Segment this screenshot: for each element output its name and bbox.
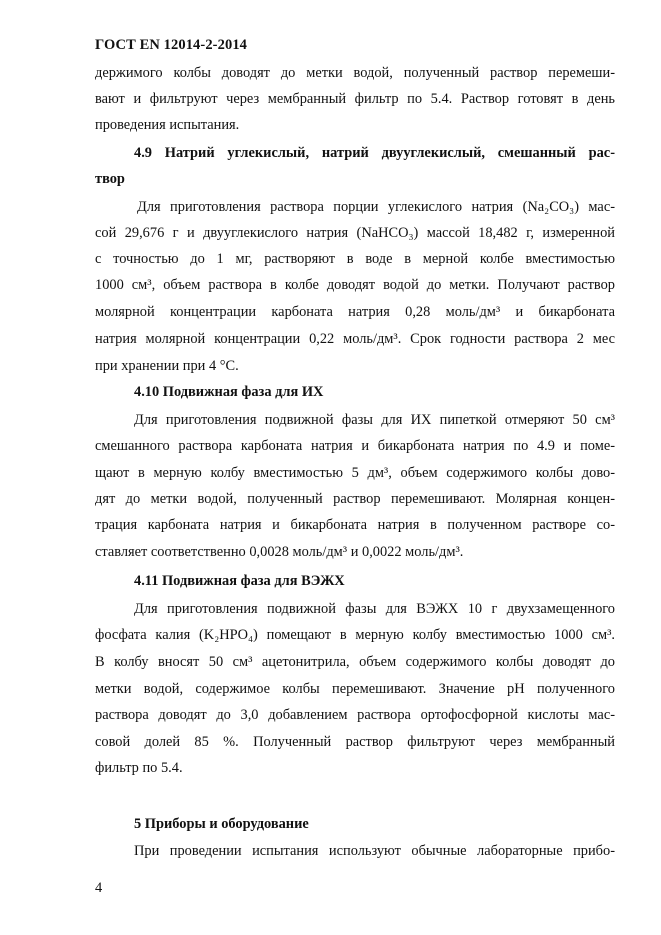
paragraph-line: при хранении при 4 °С. <box>95 358 239 374</box>
paragraph-line: фильтр по 5.4. <box>95 760 183 776</box>
section-heading-4-9: 4.9 Натрий углекислый, натрий двууглекислый, смешанный рас- <box>134 145 615 161</box>
paragraph-line: дят до метки водой, полученный раствор перемешивают. Молярная концен- <box>95 491 615 507</box>
paragraph-line: смешанного раствора карбоната натрия и бикарбоната натрия по 4.9 и поме- <box>95 438 615 454</box>
section-heading-4-11: 4.11 Подвижная фаза для ВЭЖХ <box>134 573 345 589</box>
paragraph-line: натрия молярной концентрации 0,22 моль/дм³. Срок годности раствора 2 мес <box>95 331 615 347</box>
paragraph-line: 1000 см³, объем раствора в колбе доводят водой до метки. Получают раствор <box>95 277 615 293</box>
paragraph-line: совой долей 85 %. Полученный раствор фильтруют через мембранный <box>95 734 615 750</box>
paragraph-line: ставляет соответственно 0,0028 моль/дм³ и 0,0022 моль/дм³. <box>95 544 464 560</box>
document-header: ГОСТ EN 12014-2-2014 <box>95 37 248 53</box>
paragraph-line: с точностью до 1 мг, растворяют в воде в мерной колбе вместимостью <box>95 251 615 267</box>
paragraph-line: проведения испытания. <box>95 117 240 133</box>
paragraph-line: трация карбоната натрия и бикарбоната натрия в полученном растворе со- <box>95 517 615 533</box>
section-heading-5: 5 Приборы и оборудование <box>134 816 309 832</box>
paragraph-line: молярной концентрации карбоната натрия 0,28 моль/дм³ и бикарбоната <box>95 304 615 320</box>
paragraph-line: раствора доводят до 3,0 добавлением раствора ортофосфорной кислоты мас- <box>95 707 615 723</box>
paragraph-line: фосфата калия (K₂HPO₄) помещают в мерную колбу вместимостью 1000 см³. <box>95 627 615 643</box>
paragraph-line: В колбу вносят 50 см³ ацетонитрила, объем содержимого колбы доводят до <box>95 654 615 670</box>
paragraph-line: метки водой, содержимое колбы перемешивают. Значение pH полученного <box>95 681 615 697</box>
paragraph-line: При проведении испытания используют обычные лабораторные прибо- <box>134 843 615 859</box>
paragraph-line: Для приготовления подвижной фазы для ВЭЖХ 10 г двухзамещенного <box>134 601 615 617</box>
section-heading-4-10: 4.10 Подвижная фаза для ИХ <box>134 384 324 400</box>
section-heading-4-9-cont: твор <box>95 171 125 187</box>
paragraph-line: щают в мерную колбу вместимостью 5 дм³, объем содержимого колбы дово- <box>95 465 615 481</box>
paragraph-line: сой 29,676 г и двууглекислого натрия (NaHCO₃) массой 18,482 г, измеренной <box>95 225 615 241</box>
paragraph-line: держимого колбы доводят до метки водой, полученный раствор перемеши- <box>95 65 615 81</box>
page-number: 4 <box>95 880 103 896</box>
paragraph-line: Для приготовления раствора порции углекислого натрия (Na₂CO₃) мас- <box>137 199 615 215</box>
paragraph-line: вают и фильтруют через мембранный фильтр по 5.4. Раствор готовят в день <box>95 91 615 107</box>
paragraph-line: Для приготовления подвижной фазы для ИХ пипеткой отмеряют 50 см³ <box>134 412 615 428</box>
